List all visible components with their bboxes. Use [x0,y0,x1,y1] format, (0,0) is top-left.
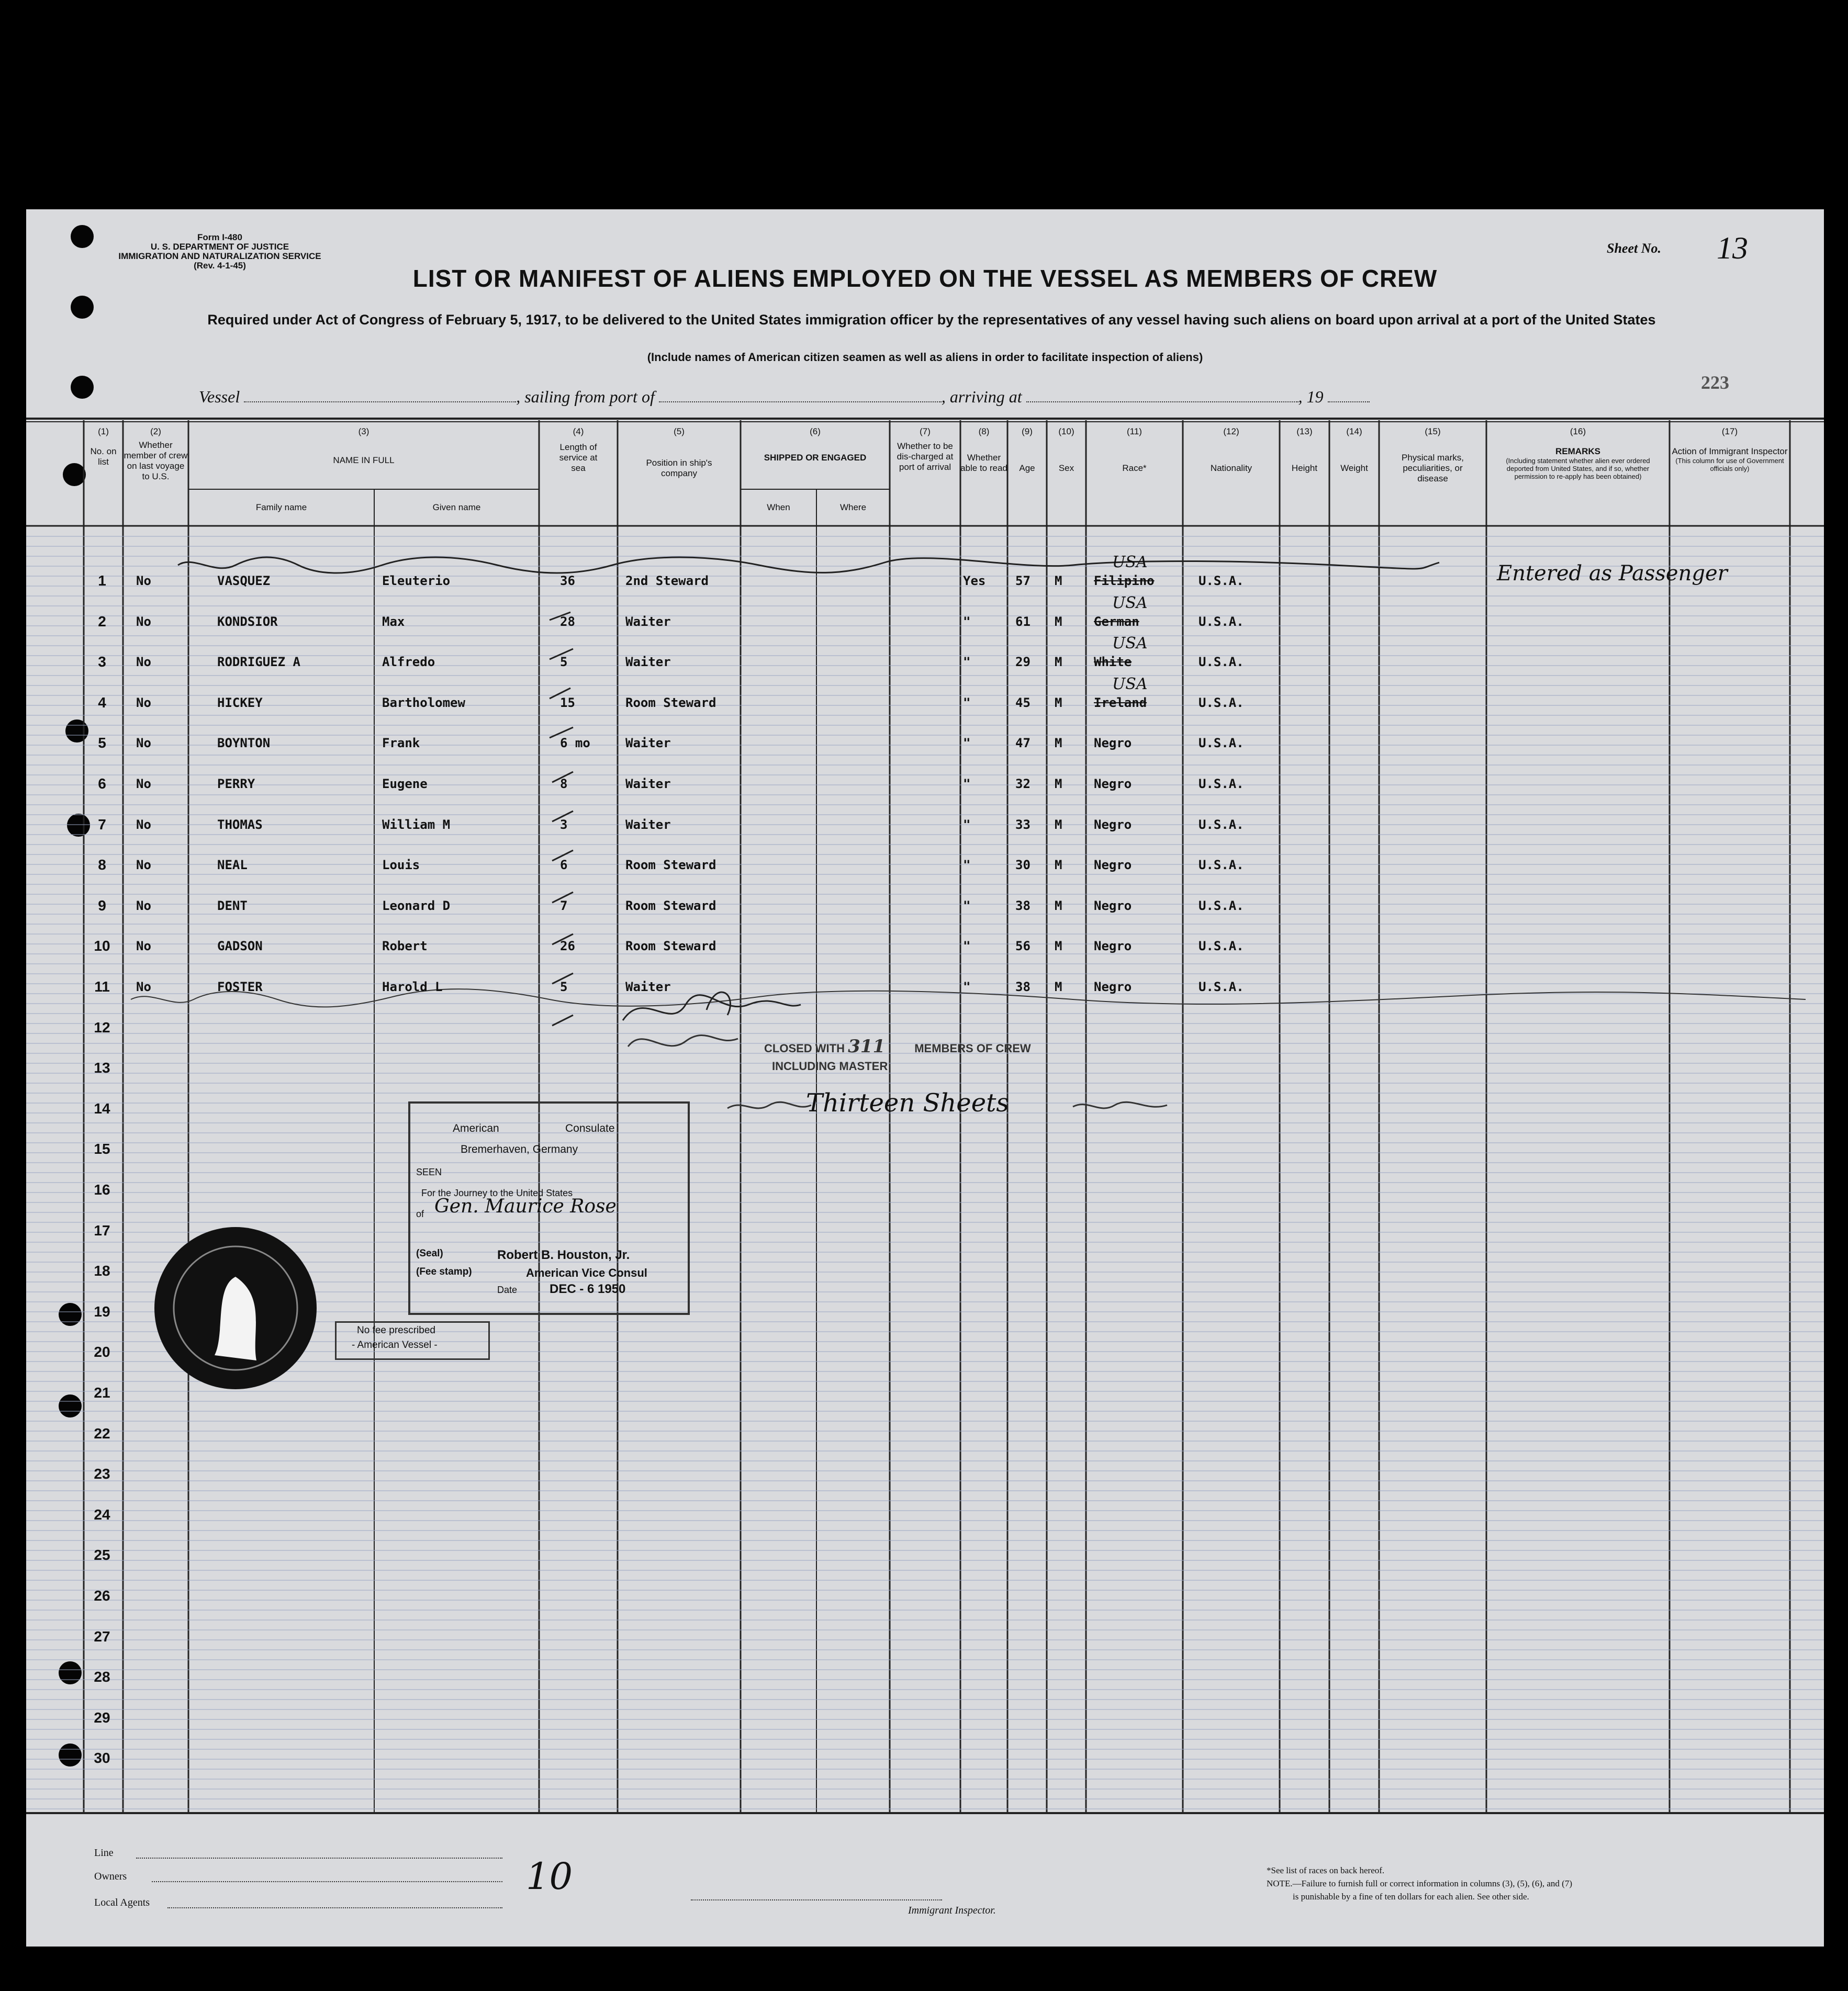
given-name-cell: Eleuterio [382,573,451,588]
inspector-signature-field[interactable] [691,1899,942,1900]
position-cell: Waiter [625,736,671,751]
inspector-label: Immigrant Inspector. [908,1905,996,1916]
prev-voyage-cell: No [136,777,151,791]
page-number: 223 [1701,372,1729,393]
service-length-cell: 26 [560,939,575,954]
row-number: 5 [98,735,106,751]
position-cell: 2nd Steward [625,573,709,588]
family-name-cell: DENT [217,898,248,913]
footer-owners-label: Owners [94,1871,127,1882]
prev-voyage-cell: No [136,736,151,751]
fee-stamp-line1: No fee prescribed [357,1325,435,1336]
col-header-1: (1) No. on list [90,426,117,467]
position-cell: Room Steward [625,695,716,710]
able-to-read-cell: " [963,939,971,954]
vessel-name-handwritten: Gen. Maurice Rose [434,1196,617,1217]
service-length-cell: 28 [560,614,575,629]
sex-cell: M [1055,777,1062,791]
sex-cell: M [1055,817,1062,832]
row-number: 14 [94,1100,110,1117]
sex-cell: M [1055,898,1062,913]
date-label: Date [497,1285,518,1295]
age-cell: 57 [1015,573,1031,588]
service-length-cell: 6 mo [560,736,590,751]
sex-cell: M [1055,614,1062,629]
race-cell: White [1094,655,1132,670]
able-to-read-cell: " [963,614,971,629]
row-number: 19 [94,1303,110,1320]
position-cell: Waiter [625,655,671,670]
row-number: 29 [94,1709,110,1726]
age-cell: 38 [1015,980,1031,994]
row-number: 7 [98,816,106,833]
footer-agents-label: Local Agents [94,1897,150,1908]
sex-cell: M [1055,939,1062,954]
age-cell: 32 [1015,777,1031,791]
agents-field[interactable] [167,1907,502,1908]
stamp-date: DEC - 6 1950 [550,1282,626,1296]
nationality-cell: U.S.A. [1199,614,1244,629]
row-number: 27 [94,1628,110,1645]
row-number: 16 [94,1182,110,1198]
family-name-cell: KONDSIOR [217,614,278,629]
col-header-7: (7) Whether to be dis-charged at port of arrival [897,426,954,472]
able-to-read-cell: " [963,695,971,710]
able-to-read-cell: " [963,655,971,670]
col-header-given-name: Given name [432,502,481,512]
position-cell: Room Steward [625,898,716,913]
nationality-cell: U.S.A. [1199,736,1244,751]
given-name-cell: Harold L [382,980,443,994]
prev-voyage-cell: No [136,939,151,954]
col-header-15: (15) Physical marks, peculiarities, or disease [1401,426,1464,483]
race-cell: Negro [1094,817,1132,832]
race-cell: Negro [1094,980,1132,994]
col-header-when: When [767,502,790,512]
position-cell: Waiter [625,614,671,629]
row-number: 17 [94,1222,110,1239]
family-name-cell: NEAL [217,858,248,873]
able-to-read-cell: " [963,858,971,873]
members-label: MEMBERS OF CREW [914,1042,1031,1055]
row-number: 9 [98,897,106,914]
row-number: 6 [98,775,106,792]
col-header-8: (8) Whether able to read [960,426,1007,473]
age-cell: 33 [1015,817,1031,832]
row-number: 10 [94,938,110,954]
position-cell: Waiter [625,777,671,791]
nationality-cell: U.S.A. [1199,898,1244,913]
service-length-cell: 36 [560,573,575,588]
legal-requirement: Required under Act of Congress of February 5, 1917, to be delivered to the United States immigration officer by the representatives of any vessel having such aliens on board upon arrival at a port of the United States [207,312,1656,328]
thirteen-sheets: Thirteen Sheets [806,1088,1010,1118]
race-cell: Negro [1094,898,1132,913]
row-number: 23 [94,1466,110,1482]
race-correction-handwritten: USA [1112,674,1148,693]
col-header-12: (12) Nationality [1210,426,1252,473]
races-note: *See list of races on back hereof. [1267,1865,1385,1875]
row-number: 26 [94,1588,110,1604]
col-header-family-name: Family name [255,502,307,512]
row-number: 2 [98,613,106,629]
row-number: 18 [94,1263,110,1279]
given-name-cell: Robert [382,939,428,954]
sheet-number-label: Sheet No. [1607,241,1661,256]
given-name-cell: Louis [382,858,420,873]
row-number: 15 [94,1141,110,1157]
closing-stamp [764,1036,1031,1057]
race-cell: Negro [1094,939,1132,954]
family-name-cell: FOSTER [217,980,263,994]
service-length-cell: 5 [560,655,568,670]
nationality-cell: U.S.A. [1199,858,1244,873]
form-revision: (Rev. 4-1-45) [194,261,246,271]
col-header-11: (11) Race* [1122,426,1147,473]
handwritten-number: 10 [526,1855,573,1898]
col-header-13: (13) Height [1291,426,1318,473]
position-cell: Room Steward [625,858,716,873]
family-name-cell: HICKEY [217,695,263,710]
service-length-cell: 3 [560,817,568,832]
prev-voyage-cell: No [136,655,151,670]
family-name-cell: GADSON [217,939,263,954]
age-cell: 47 [1015,736,1031,751]
race-correction-handwritten: USA [1112,553,1148,571]
prev-voyage-cell: No [136,573,151,588]
nationality-cell: U.S.A. [1199,655,1244,670]
row-number: 3 [98,654,106,670]
form-number: Form I-480 [197,232,242,242]
row-number: 24 [94,1506,110,1523]
col-header-6: (6) SHIPPED OR ENGAGED [764,426,867,463]
seal-label: (Seal) [416,1248,443,1259]
col-header-10: (10) Sex [1058,426,1074,473]
race-correction-handwritten: USA [1112,593,1148,612]
nationality-cell: U.S.A. [1199,939,1244,954]
row-number: 1 [98,572,106,589]
age-cell: 56 [1015,939,1031,954]
position-cell: Waiter [625,817,671,832]
given-name-cell: Frank [382,736,420,751]
sailing-label: , sailing from port of [516,387,655,406]
race-cell: Ireland [1094,695,1147,710]
fine-note-2: is punishable by a fine of ten dollars for each alien. See other side. [1293,1892,1529,1902]
able-to-read-cell: " [963,777,971,791]
prev-voyage-cell: No [136,614,151,629]
col-header-14: (14) Weight [1340,426,1368,473]
service-length-cell: 8 [560,777,568,791]
seen-label: SEEN [416,1167,442,1177]
row-number: 13 [94,1060,110,1076]
given-name-cell: Bartholomew [382,695,465,710]
department: U. S. DEPARTMENT OF JUSTICE [150,242,289,252]
year-label: , 19 [1298,387,1324,406]
crew-count: 311 [848,1036,886,1057]
line-field[interactable] [136,1858,502,1859]
family-name-cell: THOMAS [217,817,263,832]
journey-label: For the Journey to the United States [421,1188,573,1198]
row-number: 21 [94,1385,110,1401]
sheet-number-value: 13 [1717,231,1748,265]
given-name-cell: Leonard D [382,898,451,913]
arriving-label: , arriving at [941,387,1022,406]
nationality-cell: U.S.A. [1199,573,1244,588]
row-number: 12 [94,1019,110,1036]
page-title: LIST OR MANIFEST OF ALIENS EMPLOYED ON THE VESSEL AS MEMBERS OF CREW [412,265,1438,292]
prev-voyage-cell: No [136,898,151,913]
able-to-read-cell: " [963,817,971,832]
row-number: 22 [94,1425,110,1442]
age-cell: 29 [1015,655,1031,670]
of-label: of [416,1209,424,1219]
able-to-read-cell: " [963,980,971,994]
col-header-9: (9) Age [1019,426,1035,473]
col-header-3: (3) NAME IN FULL [333,426,395,465]
position-cell: Room Steward [625,939,716,954]
family-name-cell: RODRIGUEZ A [217,655,300,670]
consulate-city: Bremerhaven, Germany [461,1143,578,1155]
able-to-read-cell: Yes [963,573,986,588]
nationality-cell: U.S.A. [1199,980,1244,994]
fee-label: (Fee stamp) [416,1266,472,1277]
able-to-read-cell: " [963,736,971,751]
fine-note: NOTE.—Failure to furnish full or correct information in columns (3), (5), (6), and (7) [1267,1878,1572,1888]
race-cell: Negro [1094,736,1132,751]
family-name-cell: VASQUEZ [217,573,271,588]
race-correction-handwritten: USA [1112,634,1148,653]
race-cell: Filipino [1094,573,1155,588]
service-length-cell: 5 [560,980,568,994]
family-name-cell: BOYNTON [217,736,271,751]
fee-stamp-line2: - American Vessel - [352,1340,438,1351]
service-length-cell: 6 [560,858,568,873]
include-note: (Include names of American citizen seamen as well as aliens in order to facilitate inspection of aliens) [647,351,1203,364]
age-cell: 30 [1015,858,1031,873]
vessel-label: Vessel [199,387,240,406]
row-number: 11 [94,978,110,995]
prev-voyage-cell: No [136,980,151,994]
consulate-line1b: Consulate [565,1122,615,1134]
row-number: 30 [94,1750,110,1767]
footer-line-label: Line [94,1847,114,1859]
nationality-cell: U.S.A. [1199,817,1244,832]
col-header-2: (2) Whether member of crew on last voyage to U.S. [124,426,188,481]
able-to-read-cell: " [963,898,971,913]
sex-cell: M [1055,695,1062,710]
nationality-cell: U.S.A. [1199,695,1244,710]
given-name-cell: Alfredo [382,655,435,670]
race-cell: Negro [1094,777,1132,791]
sex-cell: M [1055,573,1062,588]
col-header-4: (4) Length of service at sea [559,426,598,473]
sex-cell: M [1055,980,1062,994]
row-number: 4 [98,694,106,711]
row-number: 20 [94,1344,110,1360]
prev-voyage-cell: No [136,858,151,873]
sex-cell: M [1055,736,1062,751]
age-cell: 45 [1015,695,1031,710]
col-header-17: (17) Action of Immigrant Inspector (This column for use of Government officials only) [1672,426,1788,473]
including-master: INCLUDING MASTER [772,1060,888,1073]
prev-voyage-cell: No [136,817,151,832]
given-name-cell: William M [382,817,451,832]
sex-cell: M [1055,858,1062,873]
given-name-cell: Max [382,614,405,629]
family-name-cell: PERRY [217,777,255,791]
position-cell: Waiter [625,980,671,994]
col-header-where: Where [839,502,867,512]
service-length-cell: 7 [560,898,568,913]
row-number: 8 [98,857,106,873]
sex-cell: M [1055,655,1062,670]
race-cell: German [1094,614,1139,629]
service-length-cell: 15 [560,695,575,710]
row-number: 28 [94,1669,110,1685]
col-header-16: (16) REMARKS (Including statement whether alien ever ordered deported from United States, and if so, whether permission to re-apply has been obtained) [1506,426,1650,480]
consul-title: American Vice Consul [526,1266,647,1279]
remarks-handwritten: Entered as Passenger [1497,561,1728,586]
consulate-line1: American [453,1122,499,1134]
manifest-sheet [26,209,1824,1947]
age-cell: 61 [1015,614,1031,629]
closed-with-label: CLOSED WITH [764,1042,845,1055]
given-name-cell: Eugene [382,777,428,791]
prev-voyage-cell: No [136,695,151,710]
age-cell: 38 [1015,898,1031,913]
owners-field[interactable] [152,1881,502,1882]
consul-name: Robert B. Houston, Jr. [497,1248,630,1262]
race-cell: Negro [1094,858,1132,873]
col-header-5: (5) Position in ship's company [646,426,712,478]
nationality-cell: U.S.A. [1199,777,1244,791]
row-number: 25 [94,1547,110,1563]
service-name: IMMIGRATION AND NATURALIZATION SERVICE [118,251,321,261]
